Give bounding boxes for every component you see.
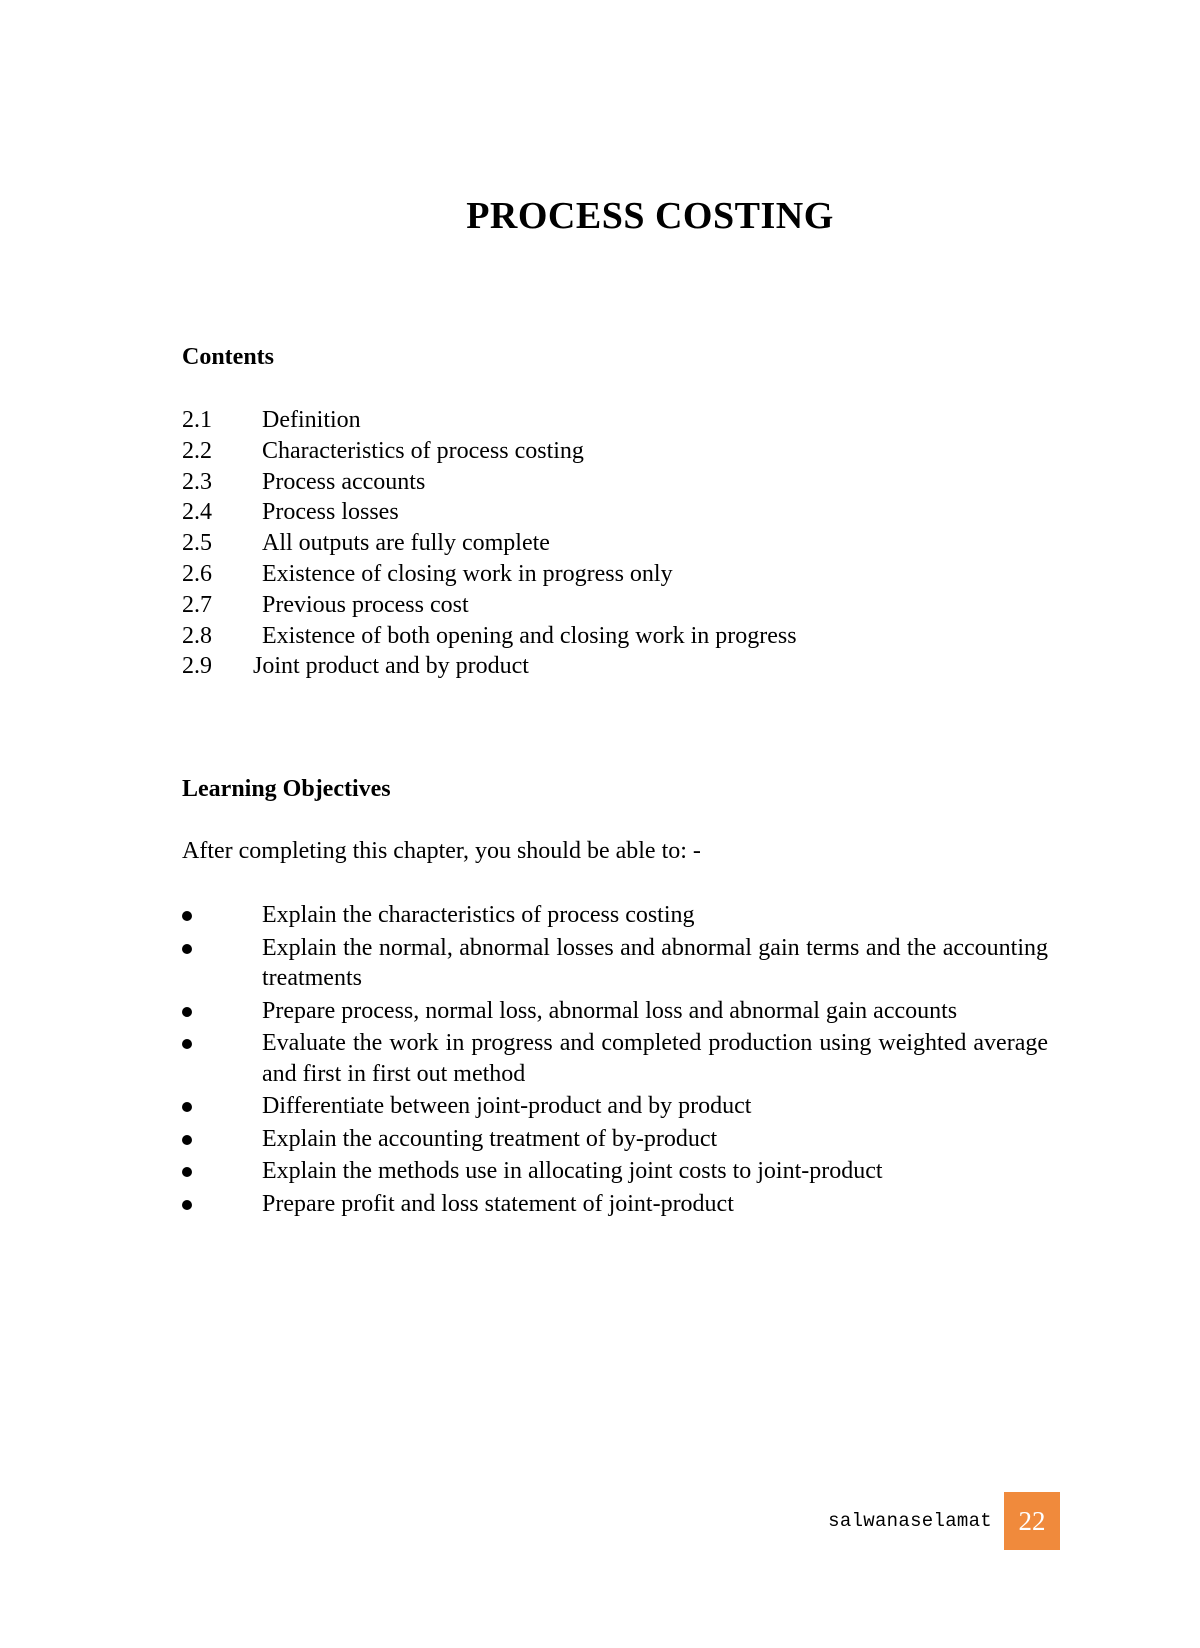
- objective-item: [182, 1124, 1048, 1155]
- bullet-icon: [182, 944, 192, 954]
- contents-item-text: Existence of both opening and closing work in progress: [262, 622, 797, 649]
- contents-item-number: 2.8: [182, 622, 212, 649]
- page-footer: [828, 1492, 1060, 1550]
- contents-item: [182, 651, 797, 682]
- contents-item-text: Process accounts: [262, 468, 426, 495]
- contents-item-text: Previous process cost: [262, 591, 469, 618]
- contents-item-text: Joint product and by product: [253, 653, 529, 680]
- objective-text: Explain the methods use in allocating joint costs to joint-product: [262, 1158, 883, 1184]
- objective-text: Prepare profit and loss statement of joint-product: [262, 1190, 734, 1217]
- contents-item-text: Definition: [262, 407, 361, 433]
- contents-item: [182, 528, 797, 559]
- contents-item-text: All outputs are fully complete: [262, 530, 550, 557]
- contents-item: [182, 621, 797, 652]
- bullet-icon: [182, 911, 192, 921]
- objective-item: [182, 996, 1048, 1027]
- contents-item-text: Existence of closing work in progress only: [262, 560, 673, 587]
- contents-item: [182, 559, 797, 590]
- objective-text: Explain the normal, abnormal losses and abnormal gain terms and the accounting treatments: [262, 934, 1048, 991]
- objective-item: [182, 1189, 1048, 1220]
- contents-item: [182, 590, 797, 621]
- contents-item-number: 2.1: [182, 407, 212, 433]
- bullet-icon: [182, 1135, 192, 1145]
- contents-item-number: 2.5: [182, 530, 212, 557]
- page-number-badge: 22: [1004, 1492, 1060, 1550]
- objective-item: [182, 1156, 1048, 1187]
- contents-item-number: 2.9: [182, 653, 212, 680]
- contents-item-number: 2.2: [182, 437, 212, 464]
- contents-item-number: 2.7: [182, 591, 212, 618]
- contents-item-text: Process losses: [262, 499, 399, 526]
- contents-item-number: 2.3: [182, 468, 212, 495]
- bullet-icon: [182, 1200, 192, 1210]
- objective-item: [182, 1028, 1048, 1089]
- objective-item: [182, 900, 1048, 931]
- contents-item: [182, 405, 797, 436]
- contents-heading: Contents: [182, 344, 275, 370]
- objective-text: Explain the characteristics of process costing: [262, 902, 695, 928]
- page-title: PROCESS COSTING: [466, 195, 834, 237]
- objective-text: Explain the accounting treatment of by-product: [262, 1125, 718, 1152]
- bullet-icon: [182, 1167, 192, 1177]
- objective-item: [182, 933, 1048, 994]
- bullet-icon: [182, 1007, 192, 1017]
- contents-list: [182, 405, 797, 682]
- contents-item-text: Characteristics of process costing: [262, 437, 584, 464]
- objective-text: Prepare process, normal loss, abnormal loss and abnormal gain accounts: [262, 997, 958, 1024]
- objective-item: [182, 1091, 1048, 1122]
- learning-objectives-heading: Learning Objectives: [182, 776, 391, 802]
- objectives-intro: After completing this chapter, you should be able to: -: [182, 838, 701, 864]
- bullet-icon: [182, 1102, 192, 1112]
- contents-item: [182, 436, 797, 467]
- contents-item: [182, 467, 797, 498]
- contents-item-number: 2.4: [182, 499, 212, 526]
- contents-item: [182, 497, 797, 528]
- contents-item-number: 2.6: [182, 560, 212, 587]
- objective-text: Evaluate the work in progress and completed production using weighted average and first in first out method: [262, 1030, 1048, 1087]
- footer-author: salwanaselamat: [828, 1510, 992, 1532]
- objectives-list: [182, 900, 1048, 1221]
- bullet-icon: [182, 1039, 192, 1049]
- objective-text: Differentiate between joint-product and by product: [262, 1093, 752, 1119]
